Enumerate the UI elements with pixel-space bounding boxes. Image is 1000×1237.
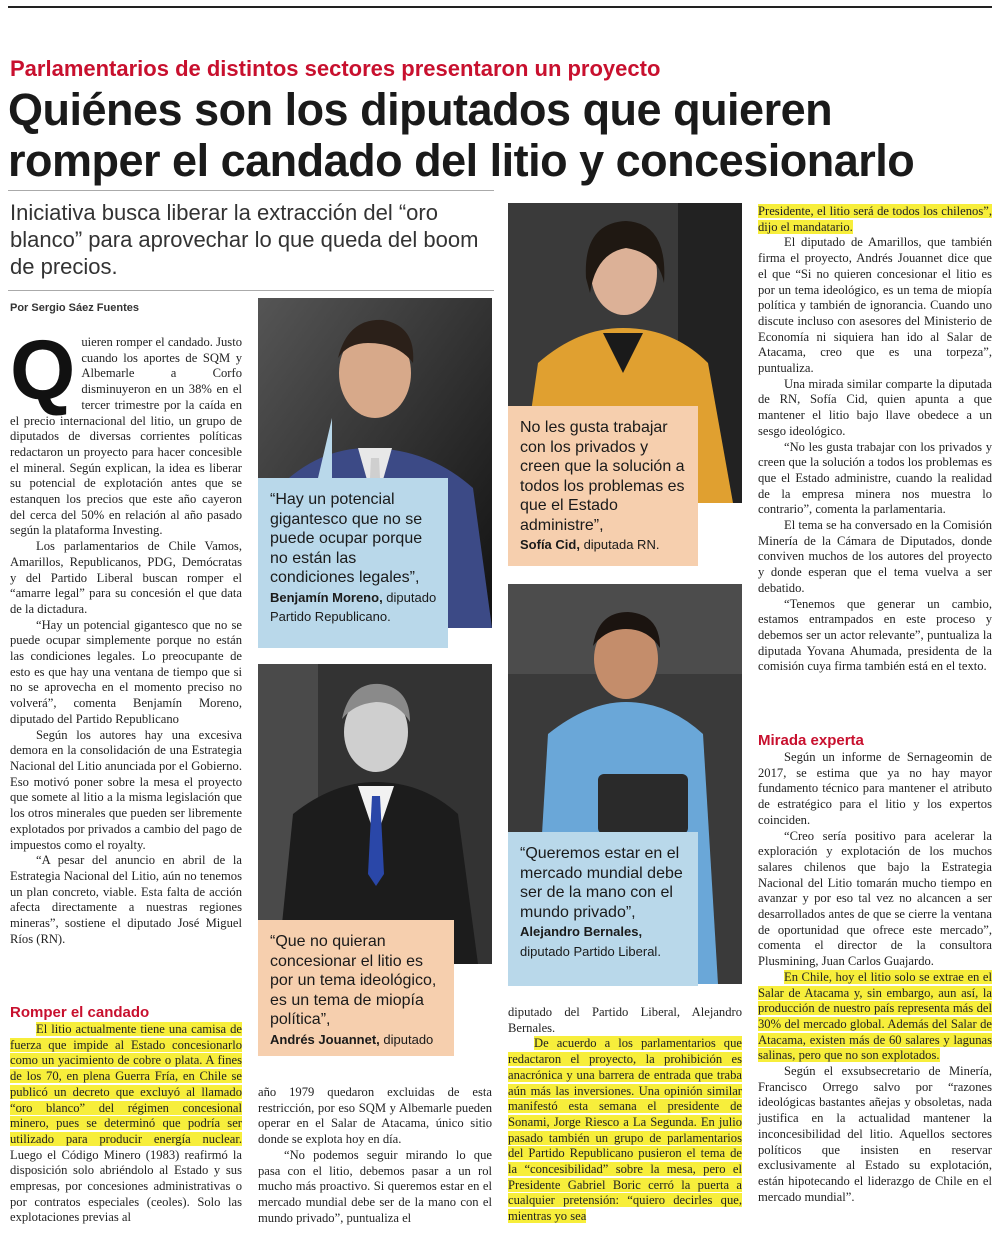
byline: Por Sergio Sáez Fuentes [10, 302, 139, 314]
paragraph: Una mirada similar comparte la diputada de RN, Sofía Cid, quien apunta a que mantener el litio bajo llave obedece a un sesgo ideológico. [758, 376, 992, 438]
pull-quote-moreno [258, 478, 448, 648]
pull-quote-cid [508, 406, 698, 566]
paragraph: El litio actualmente tiene una camisa de fuerza que impide al Estado concesionarlo como un yacimiento de cobre o plata. A fines de los 70, en plena Guerra Fría, en Chile se publicó un decreto que excluyó al llamado “oro blanco” del régimen concesional minero, pues se determinó que podría ser utilizado para producir energía nuclear. Luego el Código Minero (1983) reafirmó la disposición solo abriéndolo al Estado y sus empresas, por concesiones administrativas o por contratos especiales (ceoles). Solo las explotaciones previas al [10, 1022, 242, 1225]
article-column-1 [10, 323, 242, 947]
divider [8, 290, 494, 291]
divider [8, 190, 494, 191]
subhead-romper: Romper el candado [10, 1004, 150, 1021]
quote-text: “Queremos estar en el mercado mundial debe ser de la mano con el mundo privado”, [520, 845, 683, 921]
quote-author: Andrés Jouannet, [270, 1031, 380, 1047]
photo-andres-jouannet [258, 664, 492, 964]
quote-author: Sofía Cid, [520, 537, 580, 552]
article-column-4 [758, 204, 992, 675]
quote-role: diputado [379, 1031, 434, 1047]
headline-line-2: romper el candado del litio y concesionarlo [8, 135, 915, 186]
quote-role: diputado Partido Liberal. [520, 943, 661, 959]
paragraph [758, 970, 992, 1064]
highlighted-text: Presidente, el litio será de todos los chilenos”, dijo el mandatario. [758, 204, 992, 234]
article-column-2 [258, 1085, 492, 1226]
quote-role: diputada RN. [579, 537, 660, 552]
quote-tail [318, 418, 332, 478]
article-column-4b [758, 750, 992, 1205]
paragraph: “Hay un potencial gigantesco que no se puede ocupar simplemente porque no están las condiciones legales. Lo preocupante de esto es que hay una ventana de tiempo que si no se aprovecha en el momento preciso no volverá”, comenta Benjamín Moreno, diputado del Partido Republicano [10, 617, 242, 726]
quote-text: “Hay un potencial gigantesco que no se puede ocupar porque no están las condiciones legales”, [270, 491, 423, 586]
paragraph: Según el exsubsecretario de Minería, Francisco Orrego salvo por “razones ideológicas bastantes añejas y obsoletas, nada justifica en la actualidad mantener la inconcesibilidad del litio. Aquellos sectores políticos que insisten en reservar exclusivamente al Estado su explotación, están hipotecando el liderazgo de Chile en el mercado mundial”. [758, 1064, 992, 1204]
headline [8, 84, 993, 186]
paragraph: Según un informe de Sernageomin de 2017, se estima que ya no hay mayor fundamento técnico para mantener el atributo de estratégico para el litio y los expertos coinciden. [758, 750, 992, 827]
highlighted-text: De acuerdo a los parlamentarios que redactaron el proyecto, la prohibición es anacrónica y una barrera de entrada que traba aún más las inversiones. Una opinión similar manifestó esta semana el presidente de Sonami, Jorge Riesco a La Segunda. En julio pasado también un grupo de parlamentarios del Partido Republicano pusieron el tema de la “concesibilidad” sobre la mesa, pero el Presidente Gabriel Boric cerró la puerta a cualquier pretensión: “quiero decirles que, mientras yo sea [508, 1036, 742, 1224]
highlighted-text: En Chile, hoy el litio solo se extrae en el Salar de Atacama y, sin embargo, aun así, la producción de nuestro país representa más del 30% del mercado global. Además del Salar de Atacama, existen más de 60 salares y lagunas salinas, pero que no son explotados. [758, 969, 992, 1063]
top-rule [8, 6, 992, 8]
paragraph: Quieren romper el candado. Justo cuando los aportes de SQM y Albemarle a Corfo disminuyeron en un 38% en el tercer trimestre por la caída en el precio internacional del litio, un grupo de diputados de diversas corrientes políticas redactaron un proyecto para hacer concesible el mineral. Según explican, la idea es liberar su potencial de explotación antes que se estanquen los precios que este año cayeron del cerca del 50% en relación al año pasado según la plataforma Investing. [10, 323, 242, 538]
deck: Iniciativa busca liberar la extracción del “oro blanco” para aprovechar lo que queda del boom de precios. [10, 200, 479, 279]
paragraph: año 1979 quedaron excluidas de esta restricción, por eso SQM y Albemarle pueden operar en el Salar de Atacama, único sitio donde se explota hoy en día. [258, 1085, 492, 1147]
headline-line-1: Quiénes son los diputados que quieren [8, 84, 833, 135]
subhead-mirada: Mirada experta [758, 732, 864, 749]
highlighted-text: El litio actualmente tiene una camisa de fuerza que impide al Estado concesionarlo como un yacimiento de cobre o plata. A fines de los 70, en plena Guerra Fría, en Chile se publicó un decreto que excluyó al llamado “oro blanco” del régimen concesional minero, pues se determinó que podría ser utilizado para producir energía nuclear. [10, 1022, 242, 1146]
quote-text: “Que no quieran concesionar el litio es por un tema ideológico, es un tema de miopía política”, [270, 933, 437, 1028]
paragraph [508, 1036, 742, 1224]
paragraph: “Creo sería positivo para acelerar la exploración y explotación de los muchos salares chilenos que bajo la Estrategia Nacional del Litio tomarán mucho tiempo en avanzar y por eso tal vez no alcancen a ser desarrollados antes de que se cierre la ventana de oportunidad que ofrece este mercado”, comenta el director de la consultora Plusmining, Juan Carlos Guajardo. [758, 828, 992, 969]
paragraph: diputado del Partido Liberal, Alejandro Bernales. [508, 1005, 742, 1035]
paragraph [758, 204, 992, 235]
paragraph: El diputado de Amarillos, que también firma el proyecto, Andrés Jouannet dice que el que “Si no quieren concesionar el litio es por un tema ideológico, es un tema de miopía política y también de ignorancia. Cuando uno discute incluso con asesores del Ministerio de Economía ni siquiera han ido al Salar de Atacama, creo que es una torpeza”, puntualiza. [758, 235, 992, 376]
article-column-3 [508, 1005, 742, 1225]
quote-author: Benjamín Moreno, [270, 589, 383, 605]
paragraph: “No podemos seguir mirando lo que pasa con el litio, debemos pasar a un rol mucho más proactivo. Si queremos estar en el mercado mundial debe ser de la mano con el mundo privado”, puntualiza el [258, 1147, 492, 1225]
paragraph: El tema se ha conversado en la Comisión Minería de la Cámara de Diputados, donde conviven muchos de los autores del proyecto y donde esperan que el tema vuelva a ser debatido. [758, 518, 992, 595]
paragraph: Los parlamentarios de Chile Vamos, Amarillos, Republicanos, PDG, Demócratas y del Partido Liberal buscan romper el “amarre legal” para su concesión el que data de la dictadura. [10, 539, 242, 616]
paragraph: “No les gusta trabajar con los privados y creen que la solución a todos los problemas es que el Estado administre, cuando la realidad de la empresa minera nos muestra lo contrario”, comenta la parlamentaria. [758, 439, 992, 517]
article-column-1b [10, 1022, 242, 1226]
paragraph: “Tenemos que generar un cambio, estamos entrampados en este proceso y debemos ser un actor relevante”, puntualiza la diputada Yovana Ahumada, presidenta de la comisión cuya firma también está en el texto. [758, 596, 992, 674]
quote-author: Alejandro Bernales, [520, 924, 643, 939]
pull-quote-jouannet [258, 920, 454, 1056]
paragraph: Según los autores hay una excesiva demora en la consolidación de una Estrategia Nacional del Litio anunciada por el Gobierno. Eso motivó poner sobre la mesa el proyecto que somete al litio a la misma legislación que los otros minerales que pueden ser libremente explotados por privados a cambio del pago de impuestos como el royalty. [10, 727, 242, 852]
quote-role: diputado Partido Republicano. [270, 589, 437, 624]
drop-cap: Q [10, 323, 76, 417]
pull-quote-bernales [508, 832, 698, 986]
paragraph: “A pesar del anuncio en abril de la Estrategia Nacional del Litio, aún no tenemos un plan concreto, viable. Esta falta de acción afecta directamente a nuestras regiones mineras”, sostiene el diputado José Miguel Ríos (RN). [10, 853, 242, 946]
quote-text: No les gusta trabajar con los privados y creen que la solución a todos los problemas es que el Estado administre”, [520, 419, 685, 534]
kicker: Parlamentarios de distintos sectores presentaron un proyecto [10, 56, 661, 81]
